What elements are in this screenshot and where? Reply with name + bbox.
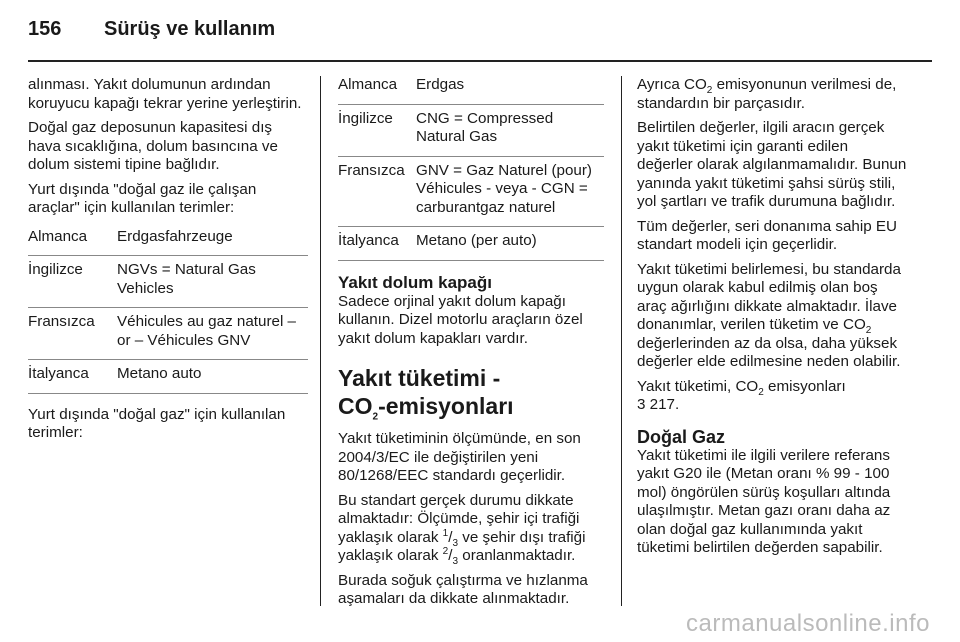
page-reference-link[interactable]: 3 217. (637, 396, 680, 413)
lang-cell: İngilizce (338, 109, 393, 127)
paragraph: alınması. Yakıt dolumunun ardından koruyucu kapağı tekrar yerine yerleştirin. (28, 76, 302, 112)
term-cell: CNG = Compressed Natural Gas (416, 109, 554, 145)
header-rule (28, 60, 932, 62)
page-header (28, 18, 275, 41)
paragraph: Yakıt tüketimi, $CO_2$ emisyonları 3 217. (637, 377, 846, 413)
lang-cell: İtalyanca (28, 365, 89, 382)
fuel-consumption-heading: Yakıt tüketimi - $CO_2$-emisyonları (338, 365, 514, 423)
term-cell: GNV = Gaz Naturel (pour) Véhicules - veya - CGN = carburantgaz naturel (416, 161, 592, 216)
natural-gas-heading: Doğal Gaz (637, 426, 726, 447)
column-2 (338, 76, 604, 615)
filler-cap-heading: Yakıt dolum kapağı (338, 272, 492, 292)
paragraph: Yurt dışında "doğal gaz" için kullanılan terimler: (28, 405, 286, 441)
page-number: 156 (28, 18, 62, 40)
column-divider-2 (621, 76, 622, 606)
paragraph: Sadece orjinal yakıt dolum kapağı kullanın. Dizel motorlu araçların özel yakıt dolum kapakları vardır. (338, 292, 583, 347)
lang-cell: İngilizce (28, 261, 83, 278)
paragraph: Ayrıca $CO_2$ emisyonunun verilmesi de, standardın bir parçasıdır. (637, 76, 897, 112)
term-cell: Erdgas (416, 76, 465, 93)
term-cell: Erdgasfahrzeuge (117, 227, 233, 245)
lang-cell: Almanca (338, 76, 398, 93)
table-row (338, 227, 604, 261)
term-cell: Metano (per auto) (416, 232, 537, 249)
lang-cell: Almanca (28, 227, 88, 245)
column-divider-1 (320, 76, 321, 606)
paragraph: Tüm değerler, seri donanıma sahip EU standart modeli için geçerlidir. (637, 217, 898, 253)
watermark: carmanualsonline.info (686, 610, 930, 637)
paragraph: Yakıt tüketiminin ölçümünde, en son 2004/3/EC ile değiştirilen yeni 80/1268/EEC standardı geçerlidir. (338, 430, 581, 484)
column-3 (637, 76, 907, 564)
table-row (28, 256, 308, 308)
term-cell: Metano auto (117, 365, 202, 382)
table-row (28, 360, 308, 394)
paragraph: Belirtilen değerler, ilgili aracın gerçek yakıt tüketimi için garanti edilen değerler olarak algılanmamalıdır. Bunun yanında yakıt tüketimi şahsi sürüş stili, yol şartları ve trafik durumuna bağlıdır. (637, 119, 907, 210)
paragraph: Bu standart gerçek durumu dikkate almaktadır: Ölçümde, şehir içi trafiği yaklaşık olarak $^1/_3$ ve şehir dışı trafiği yaklaşık olarak $^2/_3$ oranlanmaktadır. (338, 491, 586, 568)
table-row (28, 228, 308, 257)
paragraph: Doğal gaz deposunun kapasitesi dış hava sıcaklığına, dolum basıncına ve dolum sistemi tipine bağlıdır. (28, 119, 278, 173)
section-title: Sürüş ve kullanım (104, 18, 276, 40)
table-row (338, 76, 604, 105)
gas-terms-table (338, 76, 604, 261)
table-row (338, 105, 604, 157)
paragraph: Yakıt tüketimi ile ilgili verilere referans yakıt G20 ile (Metan oranı % 99 - 100 mol) öngörülen sürüş koşulları altında ulaşılmıştır. Metan gazı oranı daha az olan doğal gaz kullanımında yakıt tüketimi belirtilen değerden sapabilir. (637, 446, 891, 556)
paragraph: Yurt dışında "doğal gaz ile çalışan araçlar" için kullanılan terimler: (28, 180, 257, 216)
lang-cell: Fransızca (338, 161, 405, 179)
term-cell: NGVs = Natural Gas Vehicles (117, 261, 256, 297)
lang-cell: Fransızca (28, 313, 95, 330)
lang-cell: İtalyanca (338, 232, 399, 249)
paragraph: Burada soğuk çalıştırma ve hızlanma aşamaları da dikkate alınmaktadır. (338, 571, 588, 607)
table-row (28, 308, 308, 360)
term-cell: Véhicules au gaz naturel – or – Véhicules GNV (117, 313, 296, 349)
column-1 (28, 76, 308, 449)
paragraph: Yakıt tüketimi belirlemesi, bu standarda uygun olarak kabul edilmiş olan boş araç ağırlığını dikkate almaktadır. İlave donanımlar, verilen tüketim ve $CO_2$ değerlerinden az da olsa, daha yüksek değerler elde edilmesine neden olabilir. (637, 260, 901, 370)
vehicle-terms-table (28, 228, 308, 394)
table-row (338, 157, 604, 228)
